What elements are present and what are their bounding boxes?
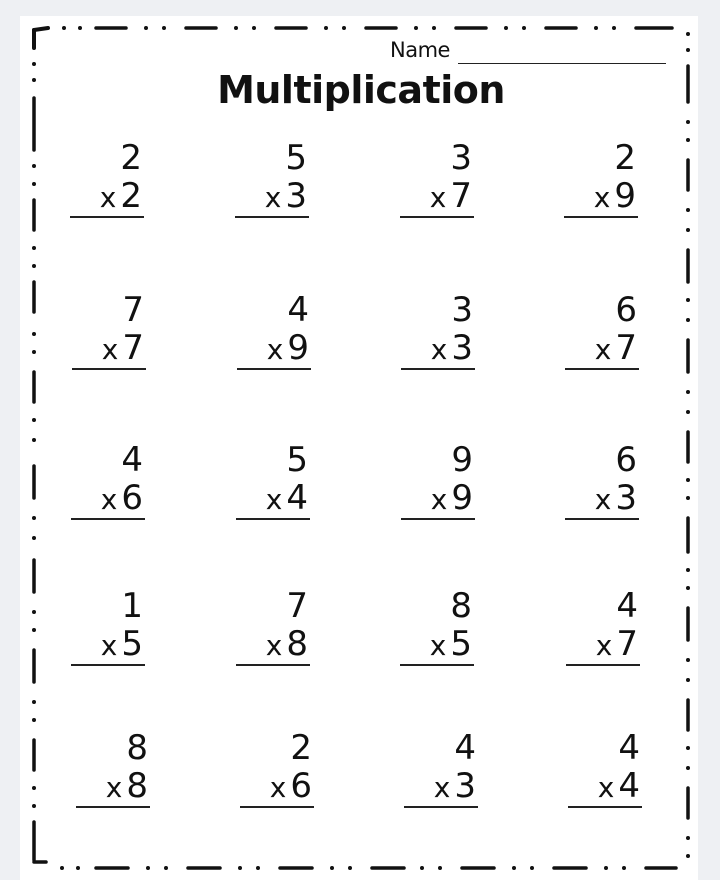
multiplier-line — [101, 626, 143, 664]
answer-line — [400, 216, 474, 218]
multiplier-line — [101, 480, 143, 518]
multiplier: 9 — [451, 478, 473, 518]
answer-line — [235, 216, 309, 218]
problem-10 — [236, 442, 316, 532]
multiplicand: 7 — [286, 586, 308, 626]
multiplicand: 5 — [285, 138, 307, 178]
multiplier: 7 — [122, 328, 144, 368]
multiplier-line — [102, 330, 144, 368]
times-sign: x — [594, 333, 612, 366]
multiplier: 5 — [450, 624, 472, 664]
problem-7 — [401, 292, 481, 382]
multiplicand: 8 — [126, 728, 148, 768]
multiplier: 3 — [285, 176, 307, 216]
times-sign: x — [594, 483, 612, 516]
name-field[interactable] — [390, 38, 670, 68]
times-sign: x — [265, 483, 283, 516]
times-sign: x — [264, 181, 282, 214]
multiplier-line — [100, 178, 142, 216]
multiplier-line — [594, 178, 636, 216]
multiplicand: 4 — [618, 728, 640, 768]
answer-line — [568, 806, 642, 808]
problem-3 — [400, 140, 480, 230]
multiplier-line — [106, 768, 148, 806]
multiplier-line — [267, 330, 309, 368]
times-sign: x — [429, 181, 447, 214]
problem-4 — [564, 140, 644, 230]
multiplicand: 8 — [450, 586, 472, 626]
name-blank-line[interactable] — [458, 63, 666, 64]
answer-line — [401, 518, 475, 520]
times-sign: x — [99, 181, 117, 214]
multiplicand: 3 — [450, 138, 472, 178]
answer-line — [237, 368, 311, 370]
multiplier: 3 — [615, 478, 637, 518]
times-sign: x — [595, 629, 613, 662]
problem-18 — [240, 730, 320, 820]
problem-11 — [401, 442, 481, 532]
answer-line — [400, 664, 474, 666]
answer-line — [236, 518, 310, 520]
problem-20 — [568, 730, 648, 820]
multiplier-line — [434, 768, 476, 806]
multiplier: 4 — [286, 478, 308, 518]
multiplicand: 4 — [454, 728, 476, 768]
times-sign: x — [105, 771, 123, 804]
multiplicand: 7 — [122, 290, 144, 330]
times-sign: x — [269, 771, 287, 804]
multiplicand: 4 — [121, 440, 143, 480]
multiplier: 9 — [614, 176, 636, 216]
answer-line — [236, 664, 310, 666]
answer-line — [564, 216, 638, 218]
answer-line — [566, 664, 640, 666]
multiplier: 2 — [120, 176, 142, 216]
multiplier: 8 — [126, 766, 148, 806]
times-sign: x — [429, 629, 447, 662]
multiplier: 7 — [450, 176, 472, 216]
times-sign: x — [101, 333, 119, 366]
multiplicand: 6 — [615, 290, 637, 330]
problem-8 — [565, 292, 645, 382]
multiplier-line — [595, 330, 637, 368]
times-sign: x — [433, 771, 451, 804]
multiplier-line — [265, 178, 307, 216]
answer-line — [71, 518, 145, 520]
times-sign: x — [430, 333, 448, 366]
multiplicand: 1 — [121, 586, 143, 626]
answer-line — [240, 806, 314, 808]
problem-9 — [71, 442, 151, 532]
problem-6 — [237, 292, 317, 382]
multiplier-line — [266, 626, 308, 664]
answer-line — [70, 216, 144, 218]
multiplicand: 3 — [451, 290, 473, 330]
multiplicand: 4 — [616, 586, 638, 626]
problem-17 — [76, 730, 156, 820]
times-sign: x — [265, 629, 283, 662]
multiplicand: 4 — [287, 290, 309, 330]
answer-line — [404, 806, 478, 808]
multiplier: 6 — [290, 766, 312, 806]
multiplicand: 6 — [615, 440, 637, 480]
times-sign: x — [430, 483, 448, 516]
multiplier: 3 — [451, 328, 473, 368]
multiplier: 8 — [286, 624, 308, 664]
times-sign: x — [100, 483, 118, 516]
problem-13 — [71, 588, 151, 678]
answer-line — [565, 368, 639, 370]
multiplier: 7 — [615, 328, 637, 368]
times-sign: x — [597, 771, 615, 804]
problem-14 — [236, 588, 316, 678]
multiplier-line — [430, 626, 472, 664]
problem-12 — [565, 442, 645, 532]
multiplier: 7 — [616, 624, 638, 664]
multiplier-line — [266, 480, 308, 518]
multiplicand: 2 — [614, 138, 636, 178]
answer-line — [401, 368, 475, 370]
answer-line — [565, 518, 639, 520]
answer-line — [76, 806, 150, 808]
name-label: Name — [390, 38, 450, 62]
multiplicand: 2 — [290, 728, 312, 768]
times-sign: x — [266, 333, 284, 366]
multiplier: 3 — [454, 766, 476, 806]
problem-5 — [72, 292, 152, 382]
multiplicand: 5 — [286, 440, 308, 480]
multiplier-line — [270, 768, 312, 806]
multiplier-line — [598, 768, 640, 806]
multiplier-line — [596, 626, 638, 664]
multiplicand: 9 — [451, 440, 473, 480]
multiplier: 4 — [618, 766, 640, 806]
multiplier-line — [431, 330, 473, 368]
multiplier-line — [595, 480, 637, 518]
times-sign: x — [593, 181, 611, 214]
multiplier-line — [431, 480, 473, 518]
answer-line — [72, 368, 146, 370]
answer-line — [71, 664, 145, 666]
multiplier-line — [430, 178, 472, 216]
problem-2 — [235, 140, 315, 230]
problem-15 — [400, 588, 480, 678]
multiplicand: 2 — [120, 138, 142, 178]
multiplier: 6 — [121, 478, 143, 518]
times-sign: x — [100, 629, 118, 662]
page-title: Multiplication — [217, 68, 505, 112]
problem-19 — [404, 730, 484, 820]
problem-16 — [566, 588, 646, 678]
multiplier: 9 — [287, 328, 309, 368]
problem-1 — [70, 140, 150, 230]
multiplier: 5 — [121, 624, 143, 664]
